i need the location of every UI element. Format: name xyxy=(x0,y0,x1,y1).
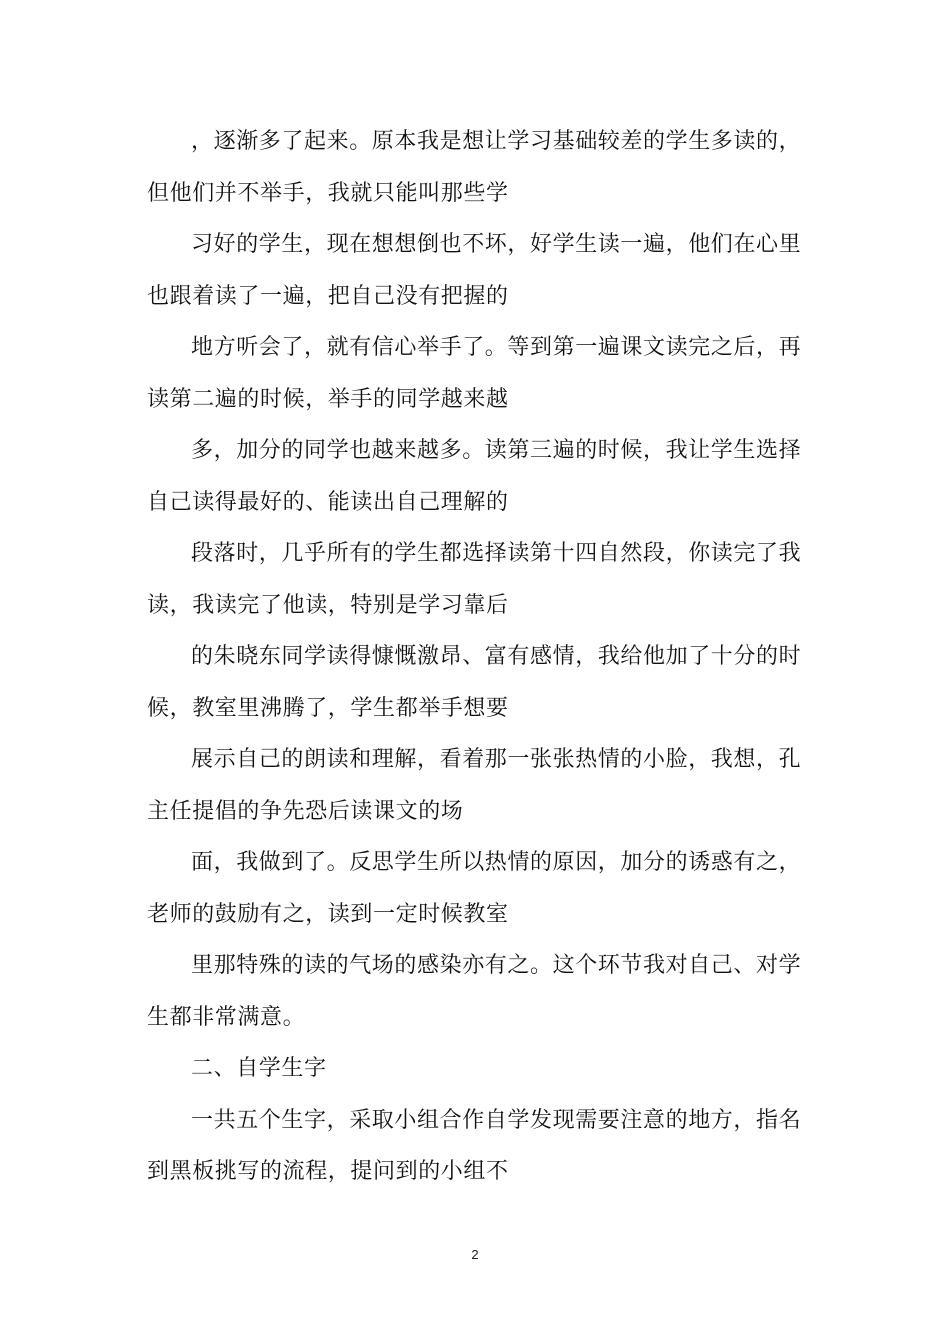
paragraph-1 xyxy=(147,116,807,219)
paragraph-4 xyxy=(147,425,807,528)
paragraph-2 xyxy=(147,219,807,322)
paragraph-line: 自己读得最好的、能读出自己理解的 xyxy=(147,489,509,515)
paragraph-6 xyxy=(147,631,807,734)
paragraph-line: 面，我做到了。反思学生所以热情的原因，加分的诱惑有之， xyxy=(191,850,802,875)
paragraph-line: 到黑板挑写的流程，提问到的小组不 xyxy=(147,1159,509,1184)
heading-text: 二、自学生字 xyxy=(191,1056,327,1081)
paragraph-line: 里那特殊的读的气场的感染亦有之。这个环节我对自己、对学 xyxy=(191,953,802,978)
paragraph-line: 习好的学生，现在想想倒也不坏，好学生读一遍，他们在心里 xyxy=(191,232,802,257)
paragraph-line: 候，教室里沸腾了，学生都举手想要 xyxy=(147,695,509,721)
paragraph-7 xyxy=(147,734,807,837)
paragraph-line: 地方听会了，就有信心举手了。等到第一遍课文读完之后，再 xyxy=(191,335,802,360)
paragraph-line: 但他们并不举手，我就只能叫那些学 xyxy=(147,180,509,206)
paragraph-line: 老师的鼓励有之，读到一定时候教室 xyxy=(147,901,509,927)
paragraph-5 xyxy=(147,528,807,631)
page-number: 2 xyxy=(471,1247,479,1262)
paragraph-line: 读，我读完了他读，特别是学习靠后 xyxy=(147,592,509,618)
paragraph-line: 展示自己的朗读和理解，看着那一张张热情的小脸，我想，孔 xyxy=(191,747,802,772)
paragraph-line: 段落时，几乎所有的学生都选择读第十四自然段，你读完了我 xyxy=(191,541,802,566)
body-text xyxy=(147,116,807,1198)
paragraph-8 xyxy=(147,837,807,940)
paragraph-10 xyxy=(147,1095,807,1198)
paragraph-9 xyxy=(147,940,807,1043)
paragraph-line: ，逐渐多了起来。原本我是想让学习基础较差的学生多读的， xyxy=(191,129,802,154)
section-heading xyxy=(147,1043,807,1095)
paragraph-line: 一共五个生字，采取小组合作自学发现需要注意的地方，指名 xyxy=(191,1107,802,1133)
paragraph-line: 生都非常满意。 xyxy=(147,1004,306,1030)
paragraph-line: 的朱晓东同学读得慷慨激昂、富有感情，我给他加了十分的时 xyxy=(191,644,802,669)
paragraph-line: 也跟着读了一遍，把自己没有把握的 xyxy=(147,283,509,309)
paragraph-3 xyxy=(147,322,807,425)
paragraph-line: 多，加分的同学也越来越多。读第三遍的时候，我让学生选择 xyxy=(191,438,802,463)
paragraph-line: 读第二遍的时候，举手的同学越来越 xyxy=(147,386,509,412)
paragraph-line: 主任提倡的争先恐后读课文的场 xyxy=(147,798,464,824)
